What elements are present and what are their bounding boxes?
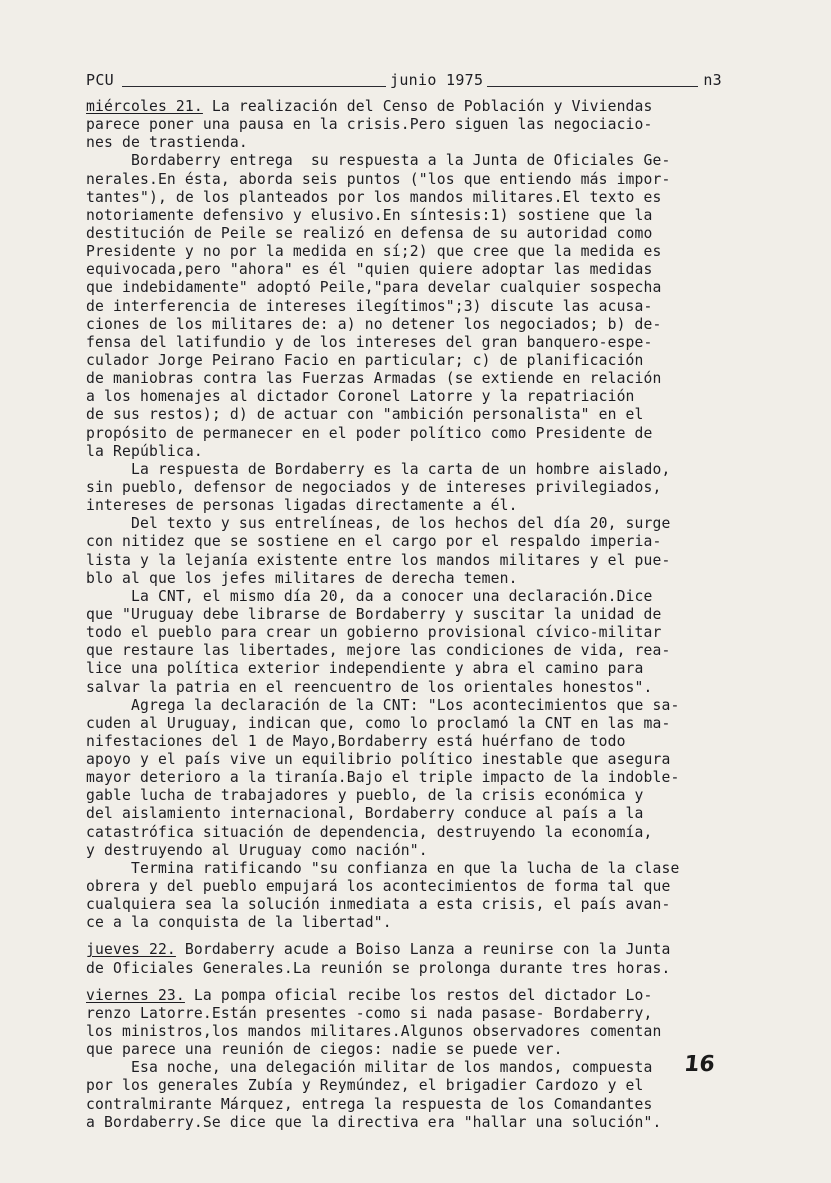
text-line: [86, 443, 746, 461]
line-text: la República.: [86, 442, 203, 460]
text-line: [86, 243, 746, 261]
text-line: [86, 479, 746, 497]
line-text: intereses de personas ligadas directamente a él.: [86, 497, 518, 515]
line-text: nes de trastienda.: [86, 134, 248, 152]
entry-gap: [86, 978, 746, 987]
text-line: [86, 1096, 746, 1114]
line-text: Del texto y sus entrelíneas, de los hechos del día 20, surge: [86, 515, 671, 533]
text-line: [86, 824, 746, 842]
text-line: [86, 679, 746, 697]
text-line: [86, 406, 746, 424]
text-line: [86, 352, 746, 370]
header-date: junio 1975: [386, 71, 487, 89]
line-text: fensa del latifundio y de los intereses del gran banquero-espe-: [86, 333, 653, 351]
line-text: notoriamente defensivo y elusivo.En síntesis:1) sostiene que la: [86, 206, 653, 224]
text-line: [86, 1114, 746, 1132]
line-text: parece poner una pausa en la crisis.Pero siguen las negociacio-: [86, 116, 653, 134]
text-line: [86, 1077, 746, 1095]
line-text: lice una política exterior independiente y abra el camino para: [86, 660, 644, 678]
line-text: a Bordaberry.Se dice que la directiva era "hallar una solución".: [86, 1113, 662, 1131]
text-line: [86, 298, 746, 316]
text-line: [86, 497, 746, 515]
line-text: ciones de los militares de: a) no detener los negociados; b) de-: [86, 315, 662, 333]
text-line: [86, 606, 746, 624]
line-text: que parece una reunión de ciegos: nadie se puede ver.: [86, 1041, 563, 1059]
text-line: [86, 941, 746, 959]
text-line: [86, 642, 746, 660]
text-line: [86, 171, 746, 189]
text-line: [86, 334, 746, 352]
text-line: [86, 860, 746, 878]
diary-entry: [86, 98, 746, 932]
line-text: del aislamiento internacional, Bordaberry conduce al país a la: [86, 805, 644, 823]
line-text: Presidente y no por la medida en sí;2) que cree que la medida es: [86, 243, 662, 261]
text-line: [86, 533, 746, 551]
text-line: [86, 225, 746, 243]
line-text: tantes"), de los planteados por los mandos militares.El texto es: [86, 188, 662, 206]
text-line: [86, 751, 746, 769]
text-line: [86, 388, 746, 406]
line-text: que indebidamente" adoptó Peile,"para develar cualquier sospecha: [86, 279, 662, 297]
text-line: [86, 261, 746, 279]
text-line: [86, 787, 746, 805]
line-text: los ministros,los mandos militares.Algunos observadores comentan: [86, 1023, 662, 1041]
diary-entry: [86, 987, 746, 1132]
text-line: [86, 1023, 746, 1041]
text-line: [86, 1041, 746, 1059]
line-text: nifestaciones del 1 de Mayo,Bordaberry está huérfano de todo: [86, 732, 626, 750]
line-text: destitución de Peile se realizó en defensa de su autoridad como: [86, 224, 653, 242]
line-text: equivocada,pero "ahora" es él "quien quiere adoptar las medidas: [86, 261, 653, 279]
text-line: [86, 370, 746, 388]
page-number: 16: [682, 1052, 716, 1077]
text-line: [86, 805, 746, 823]
text-line: [86, 624, 746, 642]
line-text: La respuesta de Bordaberry es la carta de un hombre aislado,: [86, 460, 671, 478]
text-line: [86, 152, 746, 170]
line-text: de interferencia de intereses ilegítimos";3) discute las acusa-: [86, 297, 653, 315]
line-text: que "Uruguay debe librarse de Bordaberry y suscitar la unidad de: [86, 605, 662, 623]
line-text: de maniobras contra las Fuerzas Armadas (se extiende en relación: [86, 370, 662, 388]
text-line: [86, 987, 746, 1005]
text-line: [86, 570, 746, 588]
line-text: obrera y del pueblo empujará los acontecimientos de forma tal que: [86, 878, 671, 896]
entry-date: viernes 23.: [86, 986, 185, 1004]
line-text: Esa noche, una delegación militar de los mandos, compuesta: [86, 1059, 653, 1077]
text-line: [86, 116, 746, 134]
line-text: La pompa oficial recibe los restos del dictador Lo-: [184, 986, 653, 1004]
text-line: [86, 552, 746, 570]
line-text: y destruyendo al Uruguay como nación".: [86, 841, 428, 859]
line-text: renzo Latorre.Están presentes -como si nada pasase- Bordaberry,: [86, 1004, 653, 1022]
text-line: [86, 878, 746, 896]
line-text: sin pueblo, defensor de negociados y de intereses privilegiados,: [86, 478, 662, 496]
line-text: cualquiera sea la solución inmediata a esta crisis, el país avan-: [86, 896, 671, 914]
line-text: gable lucha de trabajadores y pueblo, de la crisis económica y: [86, 787, 644, 805]
line-text: a los homenajes al dictador Coronel Latorre y la repatriación: [86, 388, 635, 406]
text-line: [86, 660, 746, 678]
line-text: Agrega la declaración de la CNT: "Los acontecimientos que sa-: [86, 696, 680, 714]
line-text: propósito de permanecer en el poder político como Presidente de: [86, 424, 653, 442]
header-publication: PCU: [86, 71, 114, 89]
text-line: [86, 769, 746, 787]
line-text: Bordaberry acude a Boiso Lanza a reunirse con la Junta: [175, 941, 671, 959]
text-line: [86, 425, 746, 443]
text-line: [86, 914, 746, 932]
line-text: culador Jorge Peirano Facio en particular; c) de planificación: [86, 351, 644, 369]
line-text: con nitidez que se sostiene en el cargo por el respaldo imperia-: [86, 533, 662, 551]
text-line: [86, 733, 746, 751]
text-line: [86, 842, 746, 860]
text-line: [86, 316, 746, 334]
text-line: [86, 207, 746, 225]
line-text: Bordaberry entrega su respuesta a la Junta de Oficiales Ge-: [86, 152, 671, 170]
text-line: [86, 697, 746, 715]
line-text: todo el pueblo para crear un gobierno provisional cívico-militar: [86, 624, 662, 642]
line-text: que restaure las libertades, mejore las condiciones de vida, rea-: [86, 642, 671, 660]
line-text: salvar la patria en el reencuentro de los orientales honestos".: [86, 678, 653, 696]
line-text: ce a la conquista de la libertad".: [86, 914, 392, 932]
text-line: [86, 588, 746, 606]
header-issue-number: n3: [699, 71, 722, 89]
line-text: cuden al Uruguay, indican que, como lo proclamó la CNT en las ma-: [86, 714, 671, 732]
entry-date: jueves 22.: [86, 941, 176, 959]
line-text: lista y la lejanía existente entre los mandos militares y el pue-: [86, 551, 671, 569]
text-line: [86, 189, 746, 207]
entry-date: miércoles 21.: [86, 98, 203, 115]
line-text: Termina ratificando "su confianza en que la lucha de la clase: [86, 859, 680, 877]
line-text: contralmirante Márquez, entrega la respuesta de los Comandantes: [86, 1095, 653, 1113]
line-text: La realización del Censo de Población y Viviendas: [202, 98, 653, 115]
diary-entry: [86, 941, 746, 977]
line-text: blo al que los jefes militares de derecha temen.: [86, 569, 518, 587]
text-line: [86, 279, 746, 297]
line-text: de sus restos); d) de actuar con "ambición personalista" en el: [86, 406, 644, 424]
entry-gap: [86, 932, 746, 941]
line-text: apoyo y el país vive un equilibrio político inestable que asegura: [86, 751, 671, 769]
text-line: [86, 98, 746, 116]
text-line: [86, 960, 746, 978]
text-line: [86, 896, 746, 914]
line-text: mayor deterioro a la tiranía.Bajo el triple impacto de la indoble-: [86, 769, 680, 787]
line-text: nerales.En ésta, aborda seis puntos ("los que entiendo más impor-: [86, 170, 671, 188]
text-line: [86, 715, 746, 733]
text-line: [86, 134, 746, 152]
line-text: catastrófica situación de dependencia, destruyendo la economía,: [86, 823, 653, 841]
text-line: [86, 1005, 746, 1023]
text-line: [86, 461, 746, 479]
line-text: por los generales Zubía y Reymúndez, el brigadier Cardozo y el: [86, 1077, 644, 1095]
line-text: de Oficiales Generales.La reunión se prolonga durante tres horas.: [86, 959, 671, 977]
text-line: [86, 1059, 746, 1077]
text-line: [86, 515, 746, 533]
document-body: [86, 98, 746, 1132]
line-text: La CNT, el mismo día 20, da a conocer una declaración.Dice: [86, 587, 653, 605]
